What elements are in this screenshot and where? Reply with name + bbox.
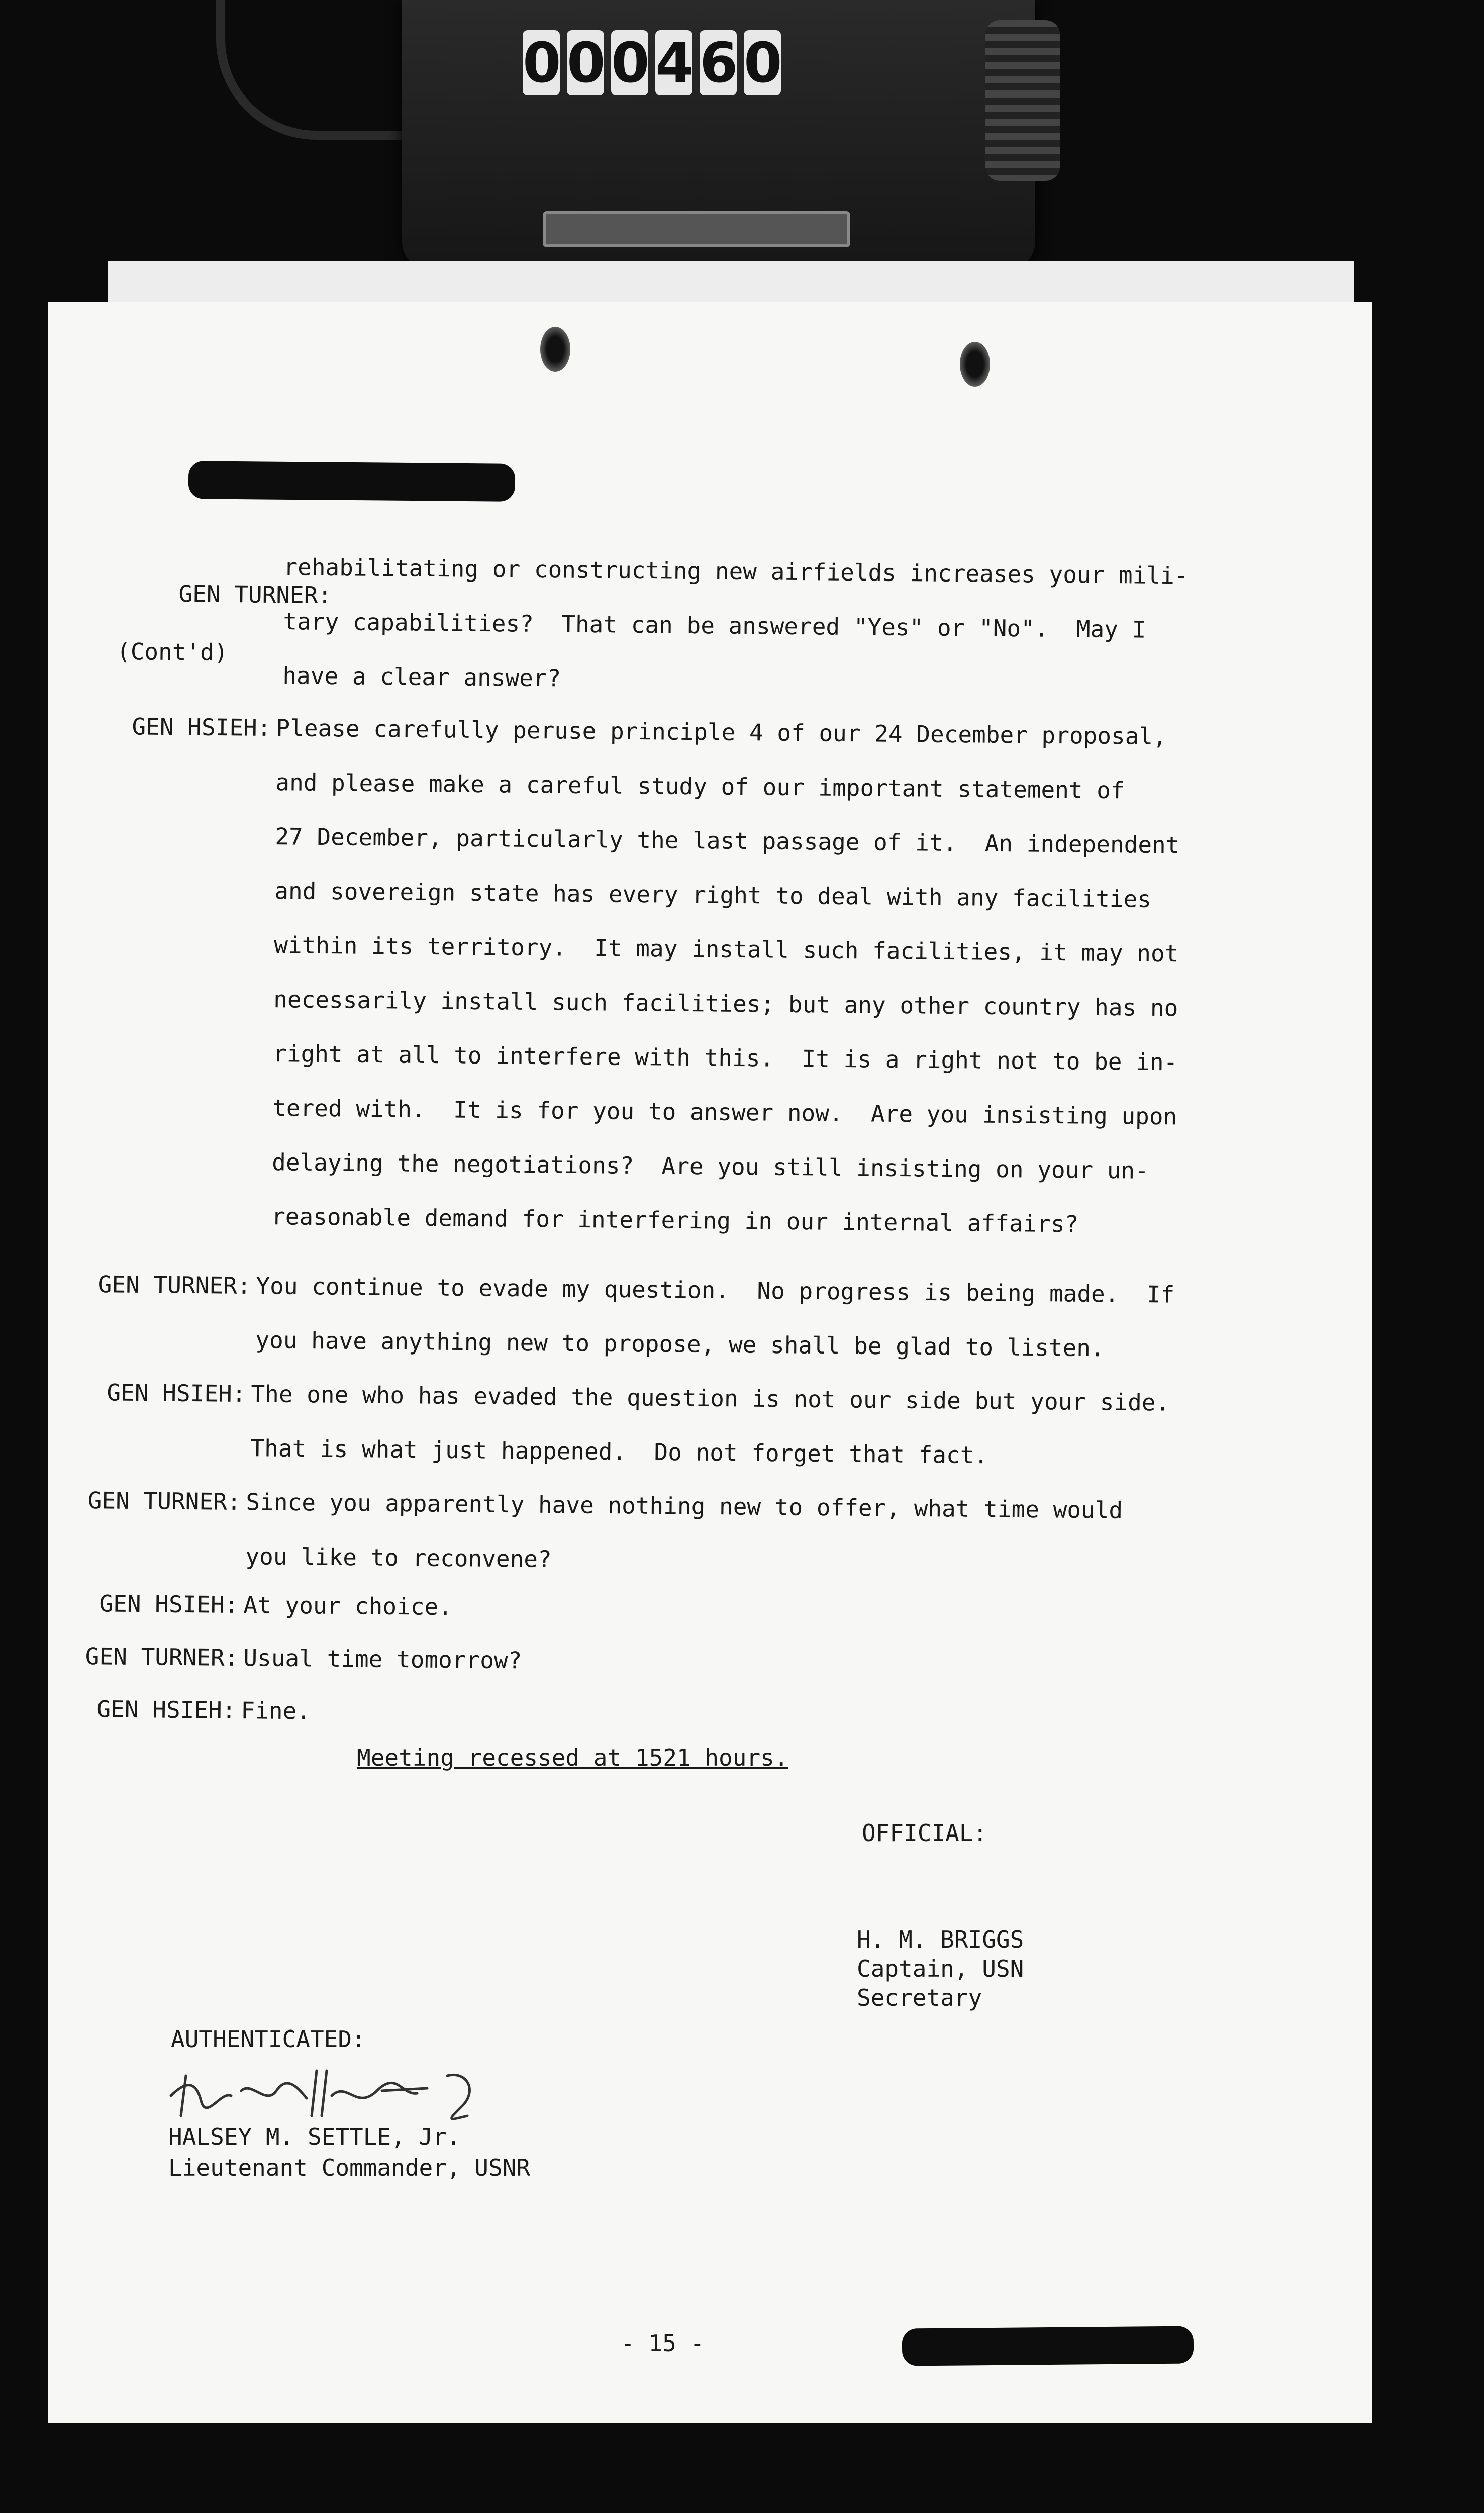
authenticated-signature-block	[168, 2121, 530, 2183]
counter-digit: 0	[523, 31, 561, 95]
speech-line: right at all to interfere with this. It is a right not to be in-	[272, 1040, 1178, 1076]
speech-text	[255, 1259, 1211, 1376]
speech-line: That is what just happened. Do not forget that fact.	[250, 1434, 988, 1469]
redaction-bar	[902, 2326, 1194, 2366]
official-label: OFFICIAL:	[862, 1819, 987, 1847]
document-page	[48, 302, 1372, 2423]
speech-text	[282, 540, 1239, 712]
counter-wheel	[985, 20, 1060, 181]
punch-hole	[960, 342, 990, 387]
speaker-name: GEN HSIEH:	[107, 1379, 246, 1408]
speech-line: and please make a careful study of our important statement of	[275, 768, 1125, 804]
redaction-bar	[188, 461, 516, 502]
speech-line: within its territory. It may install such facilities, it may not	[274, 931, 1179, 968]
speech-line: you like to reconvene?	[245, 1542, 552, 1573]
signatory-title: Secretary	[857, 1984, 982, 2011]
speaker-name: GEN TURNER:	[178, 580, 332, 609]
speaker-name: GEN TURNER:	[97, 1271, 251, 1300]
speech-line: have a clear answer?	[282, 662, 561, 692]
transcript-entry	[68, 538, 1324, 692]
speech-text	[245, 1475, 1201, 1592]
counter-slot	[543, 211, 850, 247]
speech-line: Usual time tomorrow?	[243, 1644, 522, 1674]
speech-line: reasonable demand for interfering in our internal affairs?	[271, 1203, 1079, 1238]
speech-line: delaying the negotiations? Are you still insisting on your un-	[271, 1148, 1149, 1184]
recess-note: Meeting recessed at 1521 hours.	[357, 1744, 788, 1771]
speech-line: and sovereign state has every right to deal with any facilities	[274, 877, 1152, 913]
speech-text	[250, 1367, 1206, 1484]
frame-counter-digits	[523, 30, 781, 95]
speech-line: You continue to evade my question. No progress is being made. If	[256, 1272, 1175, 1308]
handwritten-signature	[166, 2061, 518, 2126]
speech-line: Fine.	[241, 1697, 311, 1725]
speech-line: you have anything new to propose, we shall be glad to listen.	[255, 1326, 1105, 1362]
speech-text	[271, 701, 1231, 1252]
continued-label: (Cont'd)	[116, 637, 228, 666]
counter-digit: 4	[655, 31, 694, 95]
signatory-name: H. M. BRIGGS	[857, 1926, 1024, 1953]
speech-text	[241, 1683, 1196, 1747]
speaker-label	[66, 538, 332, 726]
speech-line: At your choice.	[243, 1591, 453, 1621]
speech-line: tered with. It is for you to answer now. Are you insisting upon	[272, 1094, 1177, 1130]
speech-line: Please carefully peruse principle 4 of our 24 December proposal,	[276, 714, 1167, 750]
authenticator-name: HALSEY M. SETTLE, Jr.	[168, 2123, 461, 2150]
authenticated-label: AUTHENTICATED:	[171, 2025, 366, 2053]
speaker-name: GEN TURNER:	[85, 1642, 239, 1672]
official-signature-block	[857, 1925, 1024, 2012]
speaker-name: GEN TURNER:	[87, 1487, 241, 1516]
speaker-name: GEN HSIEH:	[96, 1695, 236, 1724]
transcript-entry	[40, 1257, 1297, 1362]
speech-line: tary capabilities? That can be answered "Yes" or "No". May I	[283, 608, 1146, 643]
speech-line: Since you apparently have nothing new to offer, what time would	[246, 1488, 1123, 1524]
counter-digit: 6	[700, 31, 738, 95]
speech-line: The one who has evaded the question is not our side but your side.	[251, 1380, 1170, 1416]
speech-line: 27 December, particularly the last passage of it. An independent	[275, 823, 1180, 859]
page-number: - 15 -	[621, 2330, 705, 2357]
speech-line: necessarily install such facilities; but any other country has no	[273, 986, 1178, 1022]
signatory-rank: Captain, USN	[857, 1955, 1024, 1982]
authenticator-rank: Lieutenant Commander, USNR	[168, 2154, 531, 2181]
speaker-name: GEN HSIEH:	[132, 713, 271, 742]
counter-digit: 0	[611, 31, 650, 95]
counter-digit: 0	[567, 31, 606, 95]
counter-digit: 0	[744, 31, 782, 95]
punch-hole	[540, 327, 570, 372]
speaker-name: GEN HSIEH:	[99, 1590, 239, 1619]
speech-line: rehabilitating or constructing new airfields increases your mili-	[283, 553, 1189, 590]
